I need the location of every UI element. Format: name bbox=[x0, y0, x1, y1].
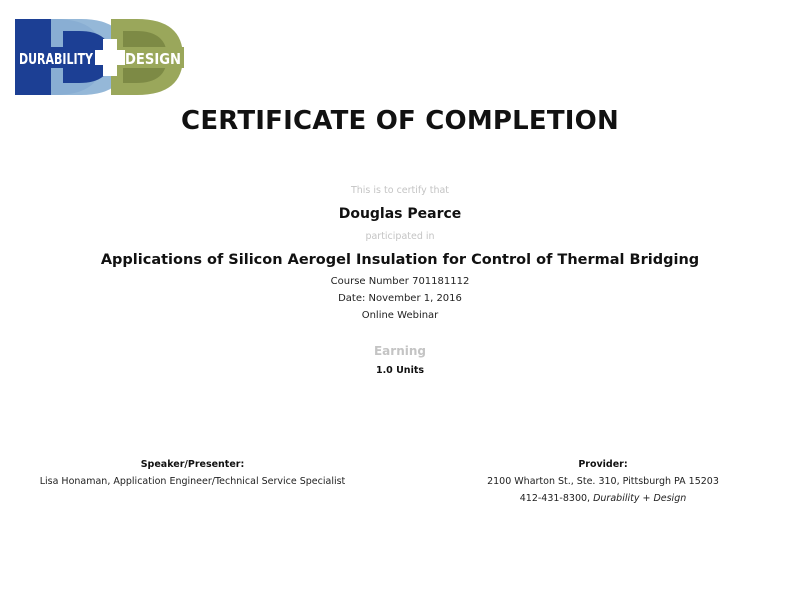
course-date: Date: November 1, 2016 bbox=[338, 293, 462, 304]
provider-block bbox=[470, 459, 736, 510]
course-format: Online Webinar bbox=[361, 310, 439, 321]
provider-heading: Provider: bbox=[578, 459, 628, 470]
certificate-title: CERTIFICATE OF COMPLETION bbox=[181, 106, 619, 136]
certify-intro: This is to certify that bbox=[350, 185, 450, 196]
earning-label: Earning bbox=[373, 344, 426, 358]
logo-word-design: DESIGN bbox=[125, 50, 181, 68]
course-title: Applications of Silicon Aerogel Insulation for Control of Thermal Bridging bbox=[100, 252, 700, 268]
speaker-block bbox=[30, 459, 355, 493]
recipient-name: Douglas Pearce bbox=[338, 206, 462, 222]
provider-phone: 412-431-8300, bbox=[519, 493, 591, 504]
provider-address: 2100 Wharton St., Ste. 310, Pittsburgh PA 15203 bbox=[487, 476, 719, 487]
provider-contact bbox=[470, 493, 736, 510]
earned-units: 1.0 Units bbox=[375, 365, 425, 376]
durability-design-logo bbox=[15, 17, 184, 96]
speaker-name: Lisa Honaman, Application Engineer/Technical Service Specialist bbox=[39, 476, 346, 487]
speaker-heading: Speaker/Presenter: bbox=[140, 459, 245, 470]
logo-word-durability: DURABILITY bbox=[19, 50, 94, 68]
course-number: Course Number 701181112 bbox=[330, 276, 470, 287]
provider-name: Durability + Design bbox=[593, 493, 687, 504]
participated-label: participated in bbox=[365, 231, 435, 242]
